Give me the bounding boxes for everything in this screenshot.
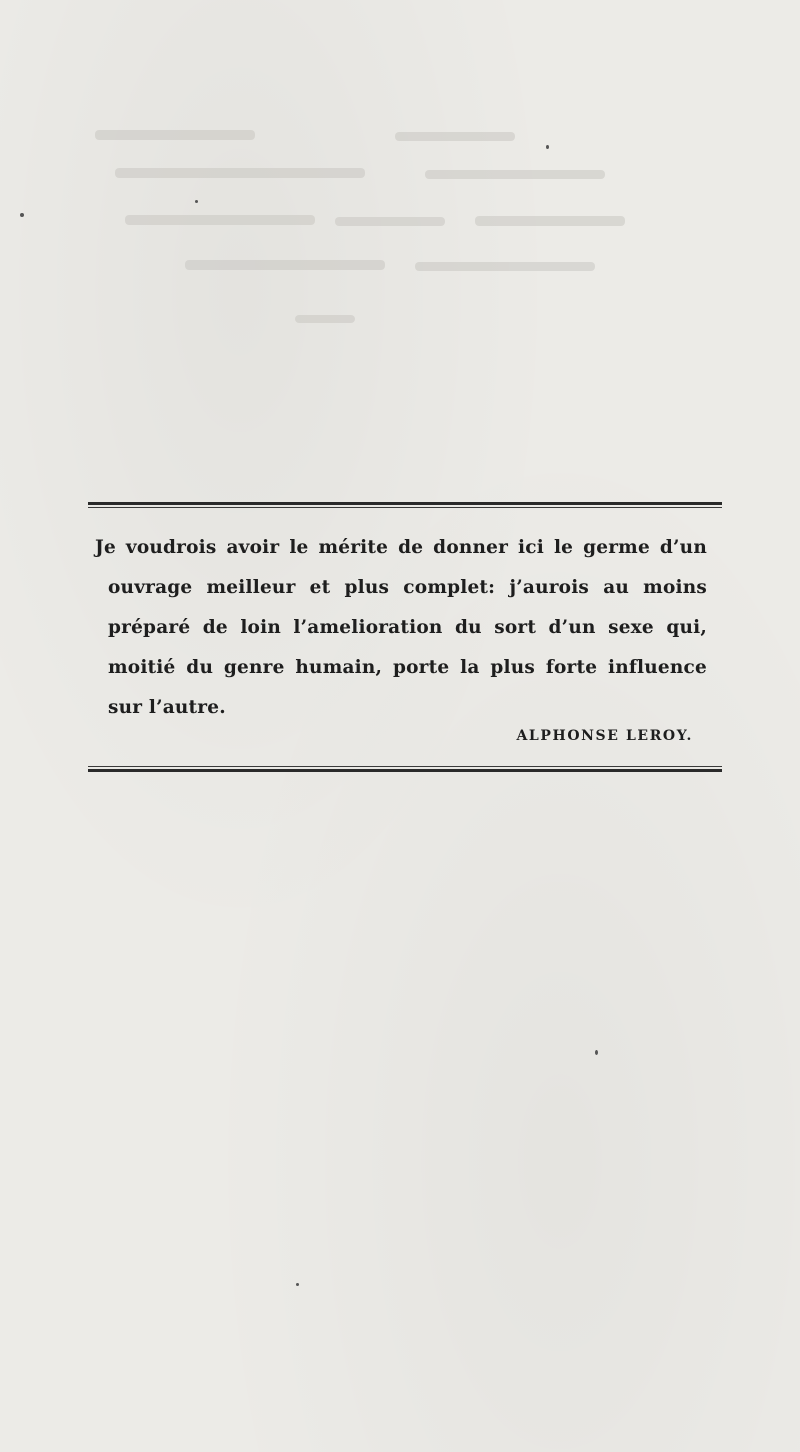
paragraph-line-2: ouvrage meilleur et plus complet: j’aurois au moins bbox=[108, 577, 707, 598]
paragraph-line-1: Je voudrois avoir le mérite de donner ici le germe d’un bbox=[95, 537, 707, 558]
author-signature: ALPHONSE LEROY. bbox=[516, 728, 693, 744]
paper-speck bbox=[195, 200, 198, 203]
paper-speck bbox=[20, 213, 24, 217]
paper-speck bbox=[296, 1283, 299, 1286]
paper-speck bbox=[546, 145, 549, 149]
paragraph-line-3: préparé de loin l’amelioration du sort d’un sexe qui, bbox=[108, 617, 707, 638]
paragraph-line-5: sur l’autre. bbox=[108, 697, 226, 718]
show-through-text bbox=[95, 120, 695, 340]
bottom-double-rule bbox=[88, 766, 722, 772]
main-paragraph bbox=[95, 528, 707, 728]
top-double-rule bbox=[88, 502, 722, 508]
paper-speck bbox=[595, 1050, 598, 1055]
paragraph-line-4: moitié du genre humain, porte la plus forte influence bbox=[108, 657, 707, 678]
